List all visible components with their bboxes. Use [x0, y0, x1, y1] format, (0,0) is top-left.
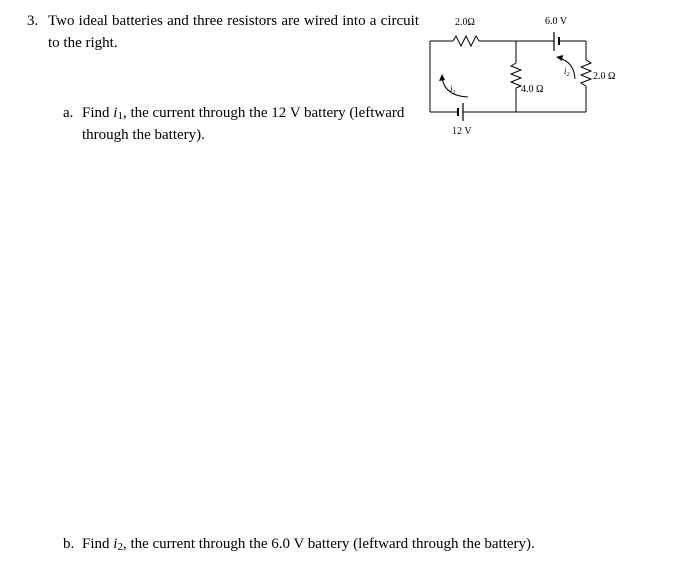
part-a-prefix: Find [82, 105, 114, 121]
arrowhead-2-icon [556, 55, 563, 61]
part-b-prefix: Find [82, 536, 114, 552]
resistor-top-label: 2.0Ω [455, 17, 475, 28]
part-b [63, 533, 623, 555]
resistor-top-icon [453, 36, 479, 46]
current-symbol: i [113, 105, 118, 121]
current-symbol: i [113, 536, 118, 552]
part-a-description: , the current through the 12 V battery (leftward through the battery). [82, 105, 405, 143]
battery-6v-label: 6.0 V [545, 16, 568, 27]
question-text: Two ideal batteries and three resistors are wired into a circuit to the right. [48, 13, 419, 51]
resistor-middle-icon [511, 63, 521, 88]
resistor-middle-label: 4.0 Ω [521, 84, 544, 95]
question-number: 3. [27, 13, 39, 29]
current-2-label: $i_2$ [564, 66, 570, 78]
part-a [63, 102, 423, 146]
resistor-right-label: 2.0 Ω [593, 71, 616, 82]
part-b-description: , the current through the 6.0 V battery (leftward through the battery). [122, 536, 535, 552]
part-a-text [82, 102, 423, 146]
current-subscript: 1 [117, 110, 123, 122]
question-3 [27, 10, 419, 54]
part-b-text [82, 533, 623, 555]
resistor-right-icon [581, 60, 591, 86]
part-a-label: a. [63, 105, 74, 121]
part-b-label: b. [63, 536, 75, 552]
current-1-label: $i_1$ [450, 84, 456, 96]
arrowhead-1-icon [439, 74, 445, 81]
circuit-diagram [420, 0, 630, 150]
current-subscript: 2 [117, 541, 123, 553]
battery-12v-label: 12 V [452, 126, 472, 137]
